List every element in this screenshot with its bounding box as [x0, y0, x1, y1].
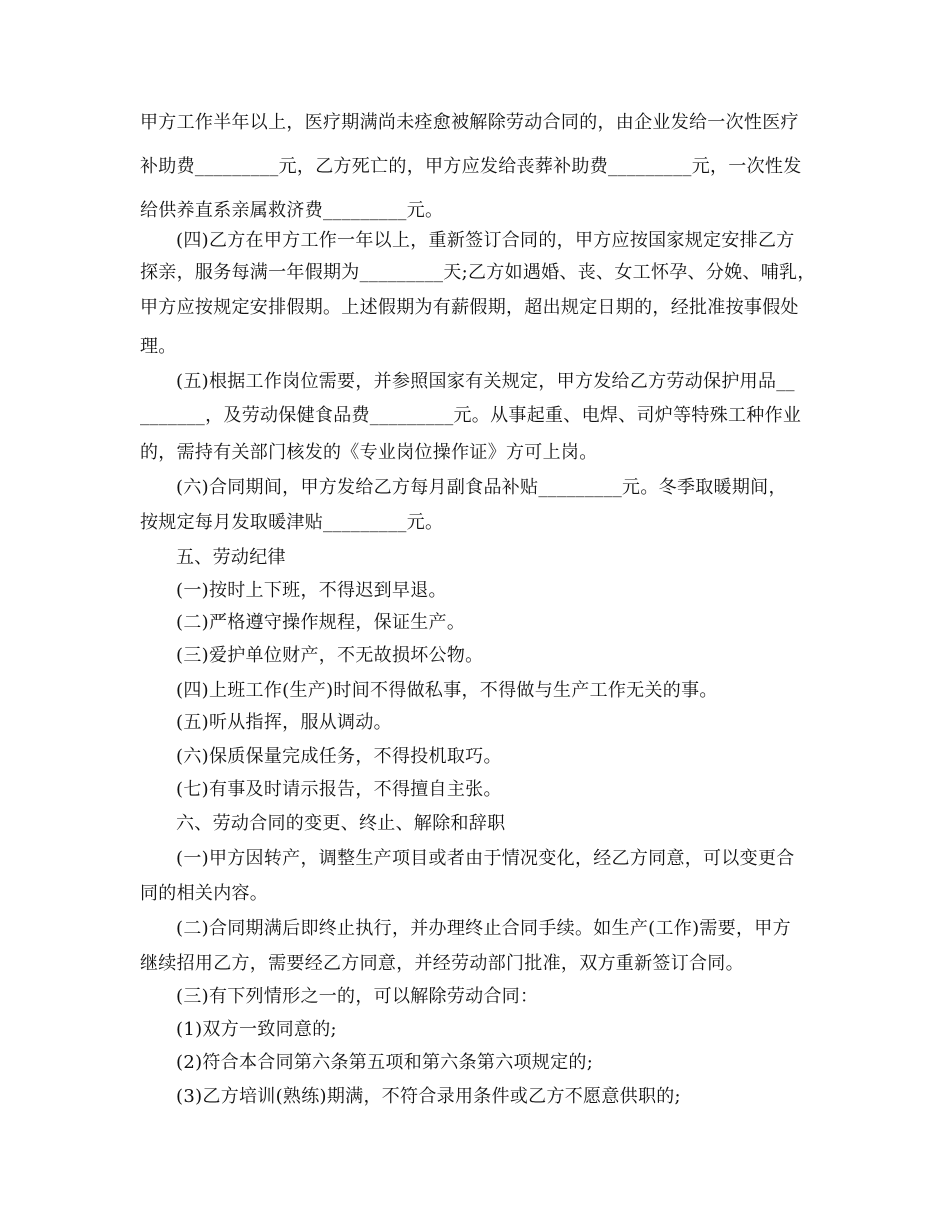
text-line: (四)上班工作(生产)时间不得做私事，不得做与生产工作无关的事。 [176, 680, 718, 701]
text-line: (五)听从指挥，服从调动。 [176, 712, 392, 733]
text-line: 的，需持有关部门核发的《专业岗位操作证》方可上岗。 [140, 442, 598, 463]
text-line: (二)严格遵守操作规程，保证生产。 [176, 612, 466, 633]
section-heading: 五、劳动纪律 [176, 547, 286, 568]
text-line: (二)合同期满后即终止执行，并办理终止合同手续。如生产(工作)需要，甲方 [176, 918, 791, 939]
text-line: (三)爱护单位财产，不无故损坏公物。 [176, 645, 484, 666]
text-line: (3)乙方培训(熟练)期满，不符合录用条件或乙方不愿意供职的; [176, 1086, 681, 1107]
text-line: 探亲，服务每满一年假期为_________天;乙方如遇婚、丧、女工怀孕、分娩、哺乳， [140, 262, 816, 283]
text-line: (六)合同期间，甲方发给乙方每月副食品补贴_________元。冬季取暖期间， [176, 477, 787, 498]
section-heading: 六、劳动合同的变更、终止、解除和辞职 [176, 813, 506, 834]
text-line: (六)保质保量完成任务，不得投机取巧。 [176, 746, 502, 767]
text-line: 补助费_________元，乙方死亡的，甲方应发给丧葬补助费_________元，一次性发 [140, 156, 802, 177]
text-line: 甲方应按规定安排假期。上述假期为有薪假期，超出规定日期的，经批准按事假处 [140, 297, 799, 318]
text-line: (四)乙方在甲方工作一年以上，重新签订合同的，甲方应按国家规定安排乙方 [176, 230, 795, 251]
text-line: (三)有下列情形之一的，可以解除劳动合同： [176, 986, 539, 1007]
text-line: 按规定每月发取暖津贴_________元。 [140, 512, 444, 533]
text-line: (五)根据工作岗位需要，并参照国家有关规定，甲方发给乙方劳动保护用品__ [176, 371, 795, 392]
text-line: _______，及劳动保健食品费_________元。从事起重、电焊、司炉等特殊工种作业 [140, 405, 802, 426]
text-line: 给供养直系亲属救济费_________元。 [140, 200, 444, 221]
text-line: 同的相关内容。 [140, 883, 269, 904]
text-line: 理。 [140, 336, 177, 357]
text-line: (2)符合本合同第六条第五项和第六条第六项规定的; [176, 1052, 594, 1073]
text-line: (一)甲方因转产，调整生产项目或者由于情况变化，经乙方同意，可以变更合 [176, 848, 795, 869]
text-line: (一)按时上下班，不得迟到早退。 [176, 580, 447, 601]
text-line: (七)有事及时请示报告，不得擅自主张。 [176, 779, 502, 800]
text-line: 甲方工作半年以上，医疗期满尚未痊愈被解除劳动合同的，由企业发给一次性医疗 [140, 112, 799, 133]
text-line: (1)双方一致同意的; [176, 1019, 337, 1040]
text-line: 继续招用乙方，需要经乙方同意，并经劳动部门批准，双方重新签订合同。 [140, 953, 744, 974]
